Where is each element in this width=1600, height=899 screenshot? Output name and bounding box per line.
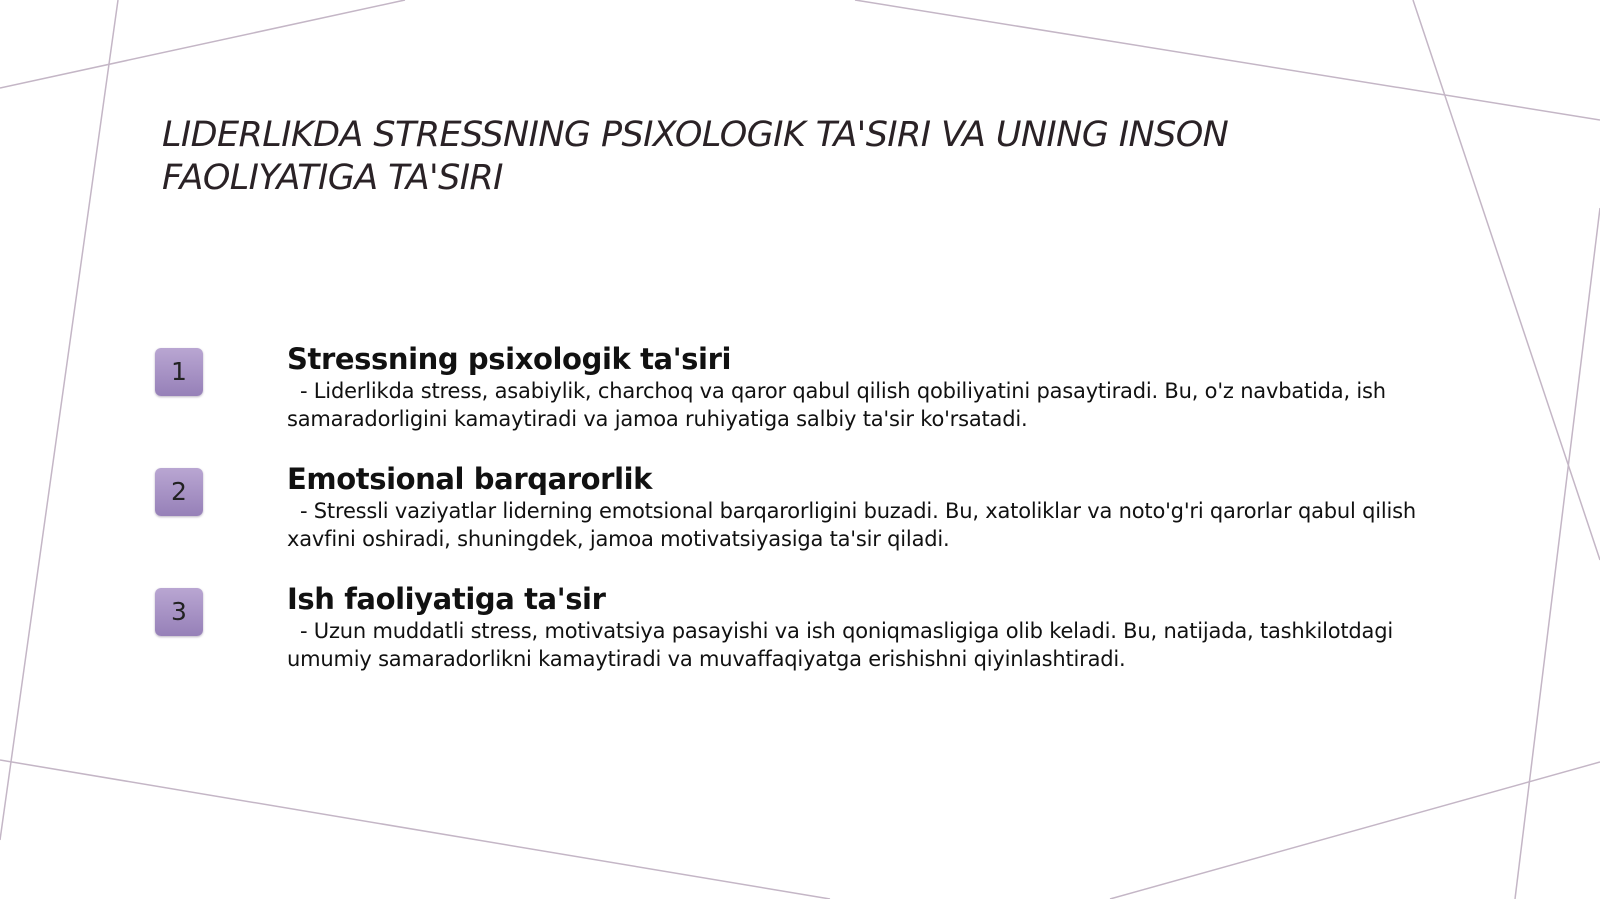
list-item-text [287,461,1457,553]
number-badge: 2 [155,468,203,516]
list-item-text [287,341,1457,433]
number-badge: 1 [155,348,203,396]
list-item-body: - Liderlikda stress, asabiylik, charchoq va qaror qabul qilish qobiliyatini pasaytiradi. Bu, o'z navbatida, ish samaradorligini kamaytiradi va jamoa ruhiyatiga salbiy ta'sir ko'rsatadi. [287,379,1393,431]
list-item-text [287,581,1457,673]
number-badge: 3 [155,588,203,636]
list-item-heading: Ish faoliyatiga ta'sir [287,582,606,616]
list-item-body: - Uzun muddatli stress, motivatsiya pasayishi va ish qoniqmasligiga olib keladi. Bu, natijada, tashkilotdagi umumiy samaradorlikni kamaytiradi va muvaffaqiyatga erishishni qiyinlashtiradi. [287,619,1400,671]
list-item-heading: Stressning psixologik ta'siri [287,342,732,376]
list-item-heading: Emotsional barqarorlik [287,462,653,496]
list-item-body: - Stressli vaziyatlar liderning emotsional barqarorligini buzadi. Bu, xatoliklar va noto'g'ri qarorlar qabul qilish xavfini oshiradi, shuningdek, jamoa motivatsiyasiga ta'sir qiladi. [287,499,1423,551]
slide-title: LIDERLIKDA STRESSNING PSIXOLOGIK TA'SIRI VA UNING INSON FAOLIYATIGA TA'SIRI [162,115,1229,198]
